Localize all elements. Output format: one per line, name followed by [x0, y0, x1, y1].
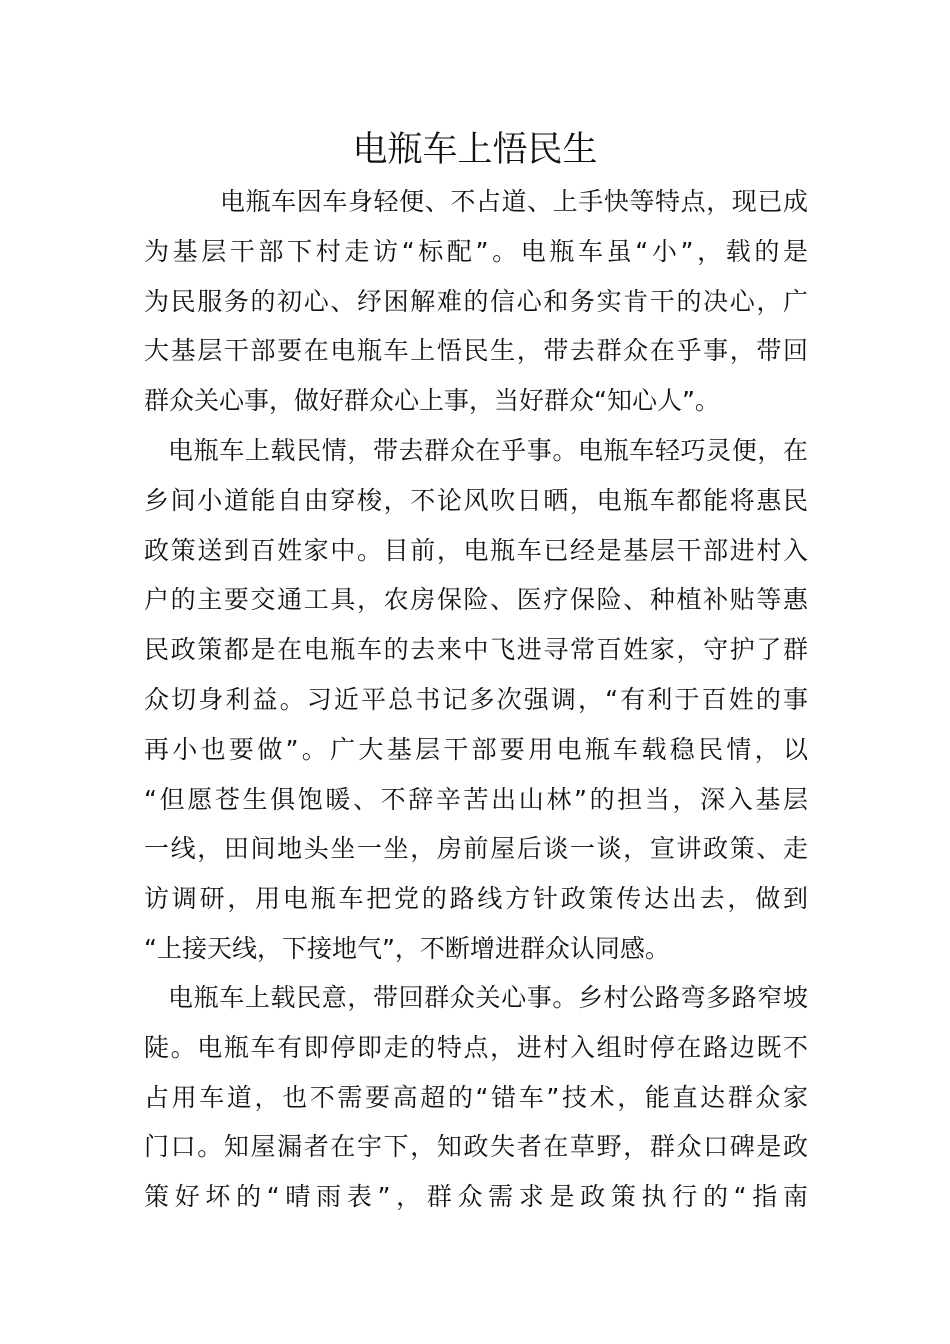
paragraph-line: 陡。电瓶车有即停即走的特点，进村入组时停在路边既不 [144, 1032, 808, 1062]
paragraph-line: 众切身利益。习近平总书记多次强调，“有利于百姓的事 [144, 684, 808, 714]
paragraph-line: 政策送到百姓家中。目前，电瓶车已经是基层干部进村入 [144, 535, 808, 565]
paragraph-line: 门口。知屋漏者在宇下，知政失者在草野，群众口碑是政 [144, 1132, 808, 1162]
paragraph-line: “上接天线，下接地气”，不断增进群众认同感。 [144, 933, 670, 963]
paragraph-1 [144, 177, 808, 426]
document-title: 电瓶车上悟民生 [352, 130, 598, 170]
paragraph-line: 民政策都是在电瓶车的去来中飞进寻常百姓家，守护了群 [144, 635, 808, 665]
paragraph-line: 再小也要做”。广大基层干部要用电瓶车载稳民情，以 [144, 734, 808, 764]
paragraph-line: 电瓶车上载民情，带去群众在乎事。电瓶车轻巧灵便，在 [168, 436, 808, 465]
paragraph-line: “但愿苍生俱饱暖、不辞辛苦出山林”的担当，深入基层 [144, 784, 808, 814]
paragraph-3 [144, 973, 808, 1222]
paragraph-line: 为民服务的初心、纾困解难的信心和务实肯干的决心，广 [144, 286, 808, 316]
paragraph-line: 为基层干部下村走访“标配”。电瓶车虽“小”，载的是 [144, 236, 808, 266]
paragraph-line: 一线，田间地头坐一坐，房前屋后谈一谈，宣讲政策、走 [144, 834, 808, 864]
paragraph-line: 占用车道，也不需要高超的“错车”技术，能直达群众家 [144, 1082, 808, 1112]
paragraph-line: 大基层干部要在电瓶车上悟民生，带去群众在乎事，带回 [144, 336, 808, 366]
paragraph-line: 电瓶车因车身轻便、不占道、上手快等特点，现已成 [220, 187, 808, 216]
paragraph-line: 策好坏的“晴雨表”，群众需求是政策执行的“指南 [144, 1182, 808, 1212]
paragraph-line: 访调研，用电瓶车把党的路线方针政策传达出去，做到 [144, 884, 808, 914]
paragraph-2 [144, 426, 808, 974]
paragraph-line: 户的主要交通工具，农房保险、医疗保险、种植补贴等惠 [144, 585, 808, 615]
paragraph-line: 乡间小道能自由穿梭，不论风吹日晒，电瓶车都能将惠民 [144, 485, 808, 515]
paragraph-line: 群众关心事，做好群众心上事，当好群众“知心人”。 [144, 386, 720, 416]
paragraph-line: 电瓶车上载民意，带回群众关心事。乡村公路弯多路窄坡 [168, 983, 808, 1012]
